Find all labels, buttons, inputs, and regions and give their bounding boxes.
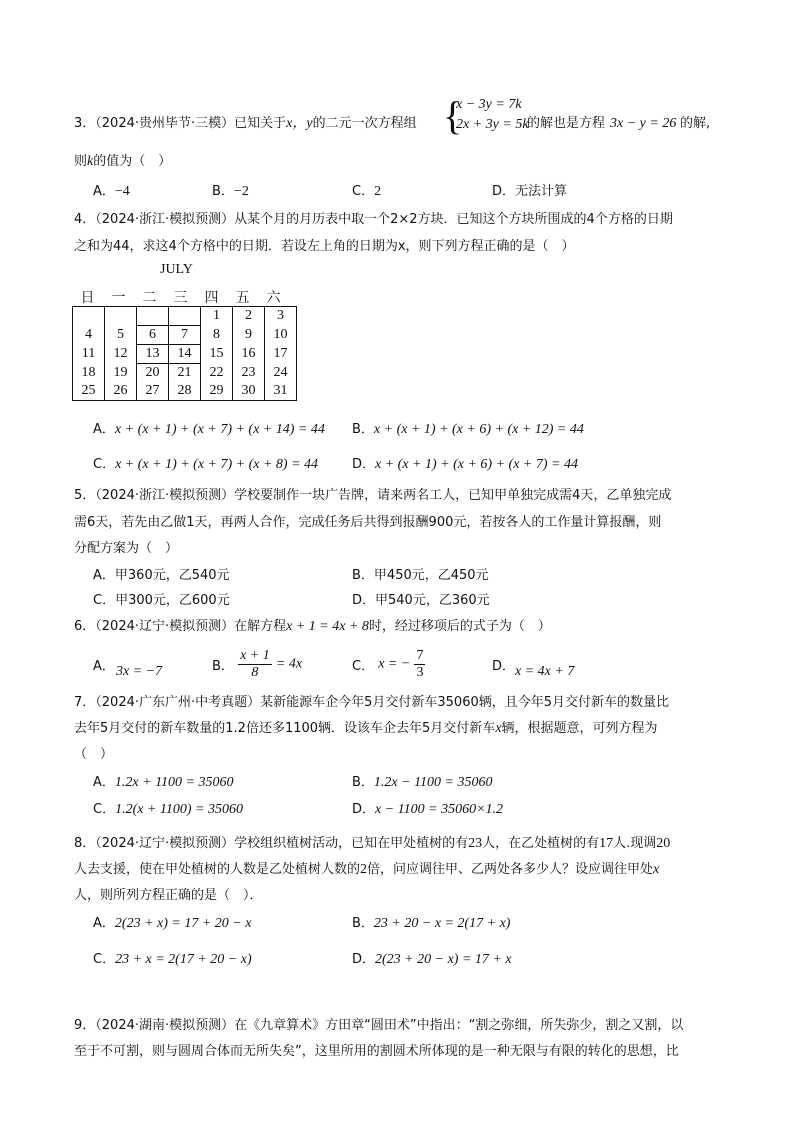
calendar-row: 4 5 6 7 8 9 10 xyxy=(73,326,297,345)
calendar-row: 11 12 13 14 15 16 17 xyxy=(73,345,297,364)
q8-option-c: C．23 + x = 2(17 + 20 − x) xyxy=(93,952,252,967)
q3-stem-a: 3．（2024·贵州毕节·三模）已知关于 xyxy=(74,116,287,131)
q3-option-d: D．无法计算 xyxy=(492,184,568,199)
q6-option-d-expr: x = 4x + 7 xyxy=(515,664,575,679)
calendar-row: 25 26 27 28 29 30 31 xyxy=(73,382,297,401)
q5-line3: 分配方案为（ ） xyxy=(74,541,179,556)
q6-stem-b: 时，经过移项后的式子为（ ） xyxy=(368,619,551,634)
calendar-row: 18 19 20 21 22 23 24 xyxy=(73,364,297,383)
q5-option-c: C．甲300元，乙600元 xyxy=(93,593,230,608)
q4-line2: 之和为44，求这4个方格中的日期．若设左上角的日期为x，则下列方程正确的是（ ） xyxy=(74,239,575,254)
q8-option-b: B．23 + 20 − x = 2(17 + x) xyxy=(352,916,511,931)
q4-option-c: C．x + (x + 1) + (x + 7) + (x + 8) = 44 xyxy=(93,457,319,472)
q8-x: x xyxy=(653,862,660,877)
q6-stem-a: 6．（2024·辽宁·模拟预测）在解方程 xyxy=(74,619,287,634)
q3-line2-a: 则 xyxy=(74,154,88,169)
q8-line1-a: 8．（2024·辽宁·模拟预测）学校组织植树活动，已知在甲处植树的有 xyxy=(74,836,469,851)
q5-option-d: D．甲540元，乙360元 xyxy=(352,593,490,608)
q7-x: x xyxy=(495,721,502,736)
q7-line2-a: 去年5月交付的新车数量的1.2倍还多1100辆．设该车企去年5月交付新车 xyxy=(74,721,496,736)
q3-option-b: B．−2 xyxy=(212,184,249,199)
q6-option-c: C． x = − $\frac{7}{3}$ xyxy=(352,648,424,680)
q8-n4: 2 xyxy=(360,862,368,877)
q3-option-a: A．−4 xyxy=(93,184,130,199)
q3-vars: x，y xyxy=(286,116,313,131)
q5-option-a: A．甲360元，乙540元 xyxy=(93,568,230,583)
q3-line2-b: 的值为（ ） xyxy=(93,154,172,169)
q8-line2-a: 人去支援，使在甲处植树的人数是乙处植树人数的 xyxy=(74,862,361,877)
q6-option-b: B． $\frac{x + 1}{8}$ = 4x xyxy=(212,648,303,680)
q4-option-b: B．x + (x + 1) + (x + 6) + (x + 12) = 44 xyxy=(352,422,584,437)
q8-n1: 23 xyxy=(468,836,483,851)
q3-stem-b: 的二元一次方程组 xyxy=(312,116,417,131)
q5-line1: 5．（2024·浙江·模拟预测）学校要制作一块广告牌，请来两名工人，已知甲单独完成需4天，乙单独完成 xyxy=(74,488,672,503)
q7-line1: 7．（2024·广东广州·中考真题）某新能源车企今年5月交付新车35060辆，且今年5月交付新车的数量比 xyxy=(74,695,670,710)
q7-option-a: A．1.2x + 1100 = 35060 xyxy=(93,775,234,790)
q7-option-c: C．1.2(x + 1100) = 35060 xyxy=(93,802,243,817)
q8-n2: 17 xyxy=(599,836,614,851)
q3-system-brace: { xyxy=(443,93,463,138)
q6-option-a-expr: 3x = −7 xyxy=(116,664,163,679)
q4-line1: 4．（2024·浙江·模拟预测）从某个月的月历表中取一个2×2方块．已知这个方块所围成的4个方格的日期 xyxy=(74,212,673,227)
q3-stem-c: 的解也是方程 xyxy=(527,116,606,131)
q6-option-d: D． xyxy=(492,659,516,674)
q9-line1: 9．（2024·湖南·模拟预测）在《九章算术》方田章“圆田术”中指出：“割之弥细，所失弥少，割之又割，以 xyxy=(74,1018,684,1033)
q6-eq: x + 1 = 4x + 8 xyxy=(286,619,369,634)
q4-option-a: A．x + (x + 1) + (x + 7) + (x + 14) = 44 xyxy=(93,422,325,437)
calendar-row: 1 2 3 xyxy=(73,307,297,326)
q8-option-d: D．2(23 + 20 − x) = 17 + x xyxy=(352,952,512,967)
q7-option-d: D．x − 1100 = 35060×1.2 xyxy=(352,802,504,817)
q8-option-a: A．2(23 + x) = 17 + 20 − x xyxy=(93,916,252,931)
q8-line1-b: 人，在乙处植树的有 xyxy=(482,836,600,851)
q3-k: k xyxy=(87,154,94,169)
calendar-table xyxy=(72,306,297,401)
q5-line2: 需6天，若先由乙做1天，再两人合作，完成任务后共得到报酬900元，若按各人的工作量计算报酬，则 xyxy=(74,515,662,530)
q9-line2: 至于不可割，则与圆周合体而无所失矣”，这里所用的割圆术所体现的是一种无限与有限的转化的思想，比 xyxy=(74,1044,679,1059)
q8-n3: 20 xyxy=(656,836,671,851)
q3-option-c: C．2 xyxy=(352,184,382,199)
calendar-weekdays: 日 一 二 三 四 五 六 xyxy=(80,291,281,306)
q5-option-b: B．甲450元，乙450元 xyxy=(352,568,489,583)
q8-line2-b: 倍，问应调往甲、乙两处各多少人？设应调往甲处 xyxy=(367,862,654,877)
q8-line3: 人，则所列方程正确的是（ ）． xyxy=(74,888,263,903)
q8-line1-c: 人.现调 xyxy=(613,836,657,851)
calendar-month: JULY xyxy=(160,262,193,277)
q3-eq3: 3x − y = 26 xyxy=(610,116,677,131)
q7-line3: （ ） xyxy=(74,747,114,762)
q6-option-a: A． xyxy=(93,659,115,674)
q7-option-b: B．1.2x − 1100 = 35060 xyxy=(352,775,493,790)
q3-eq1: x − 3y = 7k xyxy=(456,97,522,112)
q7-line2-b: 辆，根据题意，可列方程为 xyxy=(501,721,658,736)
q4-option-d: D．x + (x + 1) + (x + 6) + (x + 7) = 44 xyxy=(352,457,578,472)
q3-stem-d: 的解, xyxy=(680,116,711,131)
q3-eq2: 2x + 3y = 5k xyxy=(456,117,529,132)
